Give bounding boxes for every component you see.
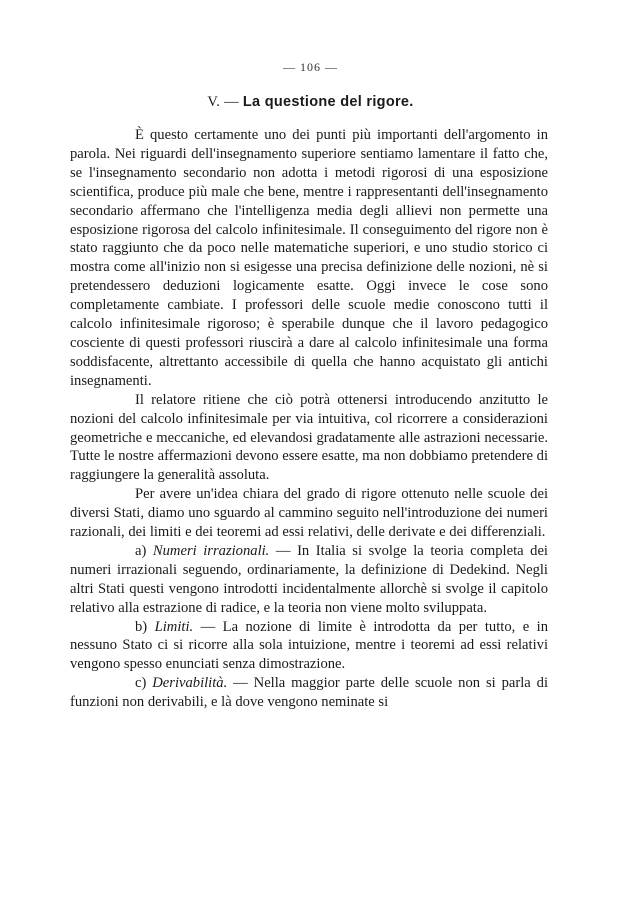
subsection-text: La nozione di limite è introdotta da per tutto, e in nessuno Stato ci si ricorre alla sola intuizione, mentre i teoremi ad essi relativi vengono spesso enunciati senza dimostrazione. — [70, 618, 548, 673]
subsection-marker: c) — [135, 675, 147, 692]
subsection-dash: — — [233, 675, 248, 692]
page-number: — 106 — — [283, 60, 338, 74]
subsection-a — [70, 542, 548, 618]
paragraph: Per avere un'idea chiara del grado di rigore ottenuto nelle scuole dei diversi Stati, diamo uno sguardo al cammino seguito nell'introduzione dei numeri razionali, dei limiti e dei teoremi ad essi relativi, delle derivate e dei differenziali. — [70, 486, 548, 541]
subsection-text: Nella maggior parte delle scuole non si parla di funzioni non derivabili, e là dove vengono neminate si — [70, 675, 548, 711]
paragraph: È questo certamente uno dei punti più importanti dell'argomento in parola. Nei riguardi dell'insegnamento superiore sentiamo lamentare il fatto che, se l'insegnamento secondario non adotta i metodi rigorosi di una esposizione scientifica, produce più male che bene, mentre i rappresentanti dell'insegnamento secondario affermano che l'intelligenza media degli allievi non permette una esposizione rigorosa del calcolo infinitesimale. Il conseguimento del rigore non è stato raggiunto che da poco nelle matematiche superiori, e uno studio storico ci mostra come all'inizio non si esigesse una precisa definizione delle nozioni, nè si pretendessero deduzioni logicamente esatte. Oggi invece le cose sono completamente cambiate. I professori delle scuole medie conoscono tutti il calcolo infinitesimale rigoroso; è sperabile dunque che il lavoro pedagogico cosciente di questi professori riuscirà a dare al calcolo infinitesimale una forma soddisfacente, altrettanto accessibile di quella che hanno acquistato gli antichi insegnamenti. — [70, 127, 548, 389]
section-title — [0, 94, 621, 111]
subsection-label: Derivabilità. — [152, 675, 228, 692]
subsection-marker: a) — [135, 542, 147, 559]
subsection-dash: — — [275, 542, 291, 559]
subsection-label: Numeri irrazionali. — [152, 542, 270, 559]
subsection-text: In Italia si svolge la teoria completa dei numeri irrazionali seguendo, ordinariamente, la definizione di Dedekind. Negli altri Stati questi vengono introdotti incidentalmente allorchè si svolge il capitolo relativo alla estrazione di radice, e la teoria non viene molto sviluppata. — [70, 542, 548, 616]
section-heading: La questione del rigore. — [242, 94, 414, 110]
paragraph: Il relatore ritiene che ciò potrà ottenersi introducendo anzitutto le nozioni del calcolo infinitesimale per via intuitiva, col ricorrere a considerazioni geometriche e meccaniche, ed elevandosi gradatamente alle astrazioni necessarie. Tutte le nostre affermazioni devono essere esatte, ma non dobbiamo pretendere di raggiungere la generalità assoluta. — [70, 391, 548, 484]
subsection-label: Limiti. — [154, 618, 194, 635]
subsection-dash: — — [200, 618, 216, 635]
subsection-c — [70, 674, 548, 712]
subsection-marker: b) — [135, 618, 148, 635]
section-number: V. — — [207, 94, 239, 110]
body-text — [70, 126, 548, 712]
subsection-b — [70, 618, 548, 675]
